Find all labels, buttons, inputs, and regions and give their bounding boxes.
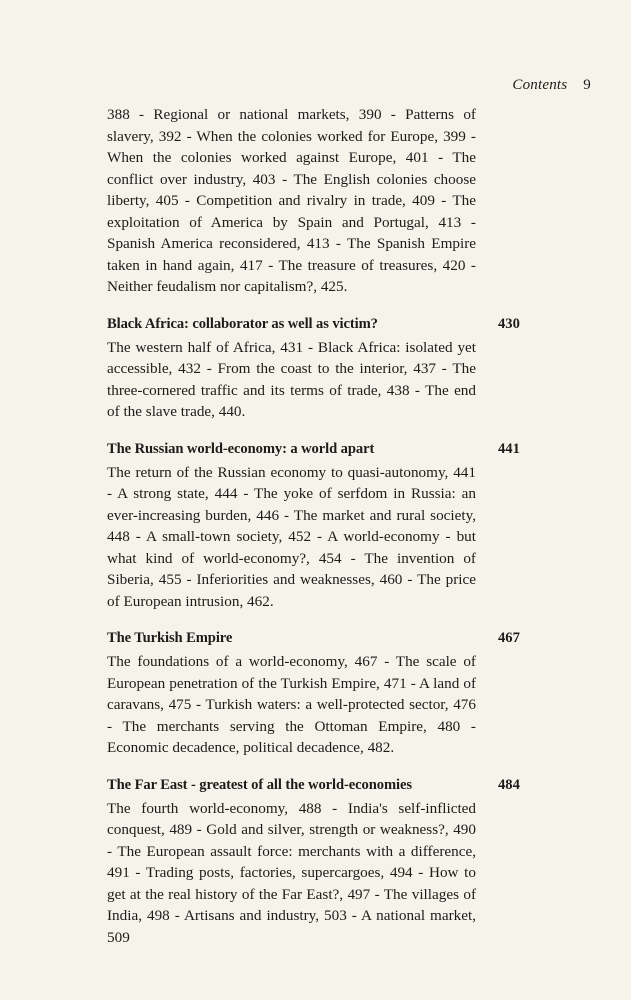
running-head-title: Contents: [512, 77, 568, 93]
section-heading: The Far East - greatest of all the world-economies: [107, 776, 412, 793]
section-page-number: 430: [498, 315, 520, 332]
section-heading: The Russian world-economy: a world apart: [107, 440, 375, 457]
section-page-number: 441: [498, 440, 520, 457]
section-heading: Black Africa: collaborator as well as victim?: [107, 315, 378, 332]
intro-paragraph: 388 - Regional or national markets, 390 - Patterns of slavery, 392 - When the colonies worked for Europe, 399 - When the colonies worked against Europe, 401 - The conflict over industry, 403 - The English colonies choose liberty, 405 - Competition and rivalry in trade, 409 - The exploitation of America by Spain and Portugal, 413 - Spanish America reconsidered, 413 - The Spanish Empire taken in hand again, 417 - The treasure of treasures, 420 - Neither feudalism nor capitalism?, 425.: [107, 106, 476, 295]
section-russian-world-economy: [107, 439, 520, 613]
section-text: The return of the Russian economy to quasi-autonomy, 441 - A strong state, 444 - The yoke of serfdom in Russia: an ever-increasing burden, 446 - The market and rural society, 448 - A small-town society, 452 - A world-economy - but what kind of world-economy?, 454 - The invention of Siberia, 455 - Inferiorities and weaknesses, 460 - The price of European intrusion, 462.: [107, 463, 476, 610]
section-far-east: [107, 775, 520, 949]
section-text: The fourth world-economy, 488 - India's self-inflicted conquest, 489 - Gold and silver, strength or weakness?, 490 - The European assault force: merchants with a difference, 491 - Trading posts, factories, supercargoes, 494 - How to get at the real history of the Far East?, 497 - The villages of India, 498 - Artisans and industry, 503 - A national market, 509: [107, 799, 476, 946]
section-heading: The Turkish Empire: [107, 630, 233, 646]
section-text: The western half of Africa, 431 - Black Africa: isolated yet accessible, 432 - From the coast to the interior, 437 - The three-cornered traffic and its terms of trade, 438 - The end of the slave trade, 440.: [107, 338, 476, 420]
section-text: The foundations of a world-economy, 467 - The scale of European penetration of the Turkish Empire, 471 - A land of caravans, 475 - Turkish waters: a well-protected sector, 476 - The merchants serving the Ottoman Empire, 480 - Economic decadence, political decadence, 482.: [107, 653, 476, 756]
running-head: [512, 77, 591, 94]
section-turkish-empire: [107, 628, 520, 759]
contents-body: [107, 104, 520, 948]
page-number: 9: [583, 77, 591, 93]
section-page-number: 467: [498, 630, 520, 646]
section-page-number: 484: [498, 776, 520, 793]
section-black-africa: [107, 314, 520, 423]
